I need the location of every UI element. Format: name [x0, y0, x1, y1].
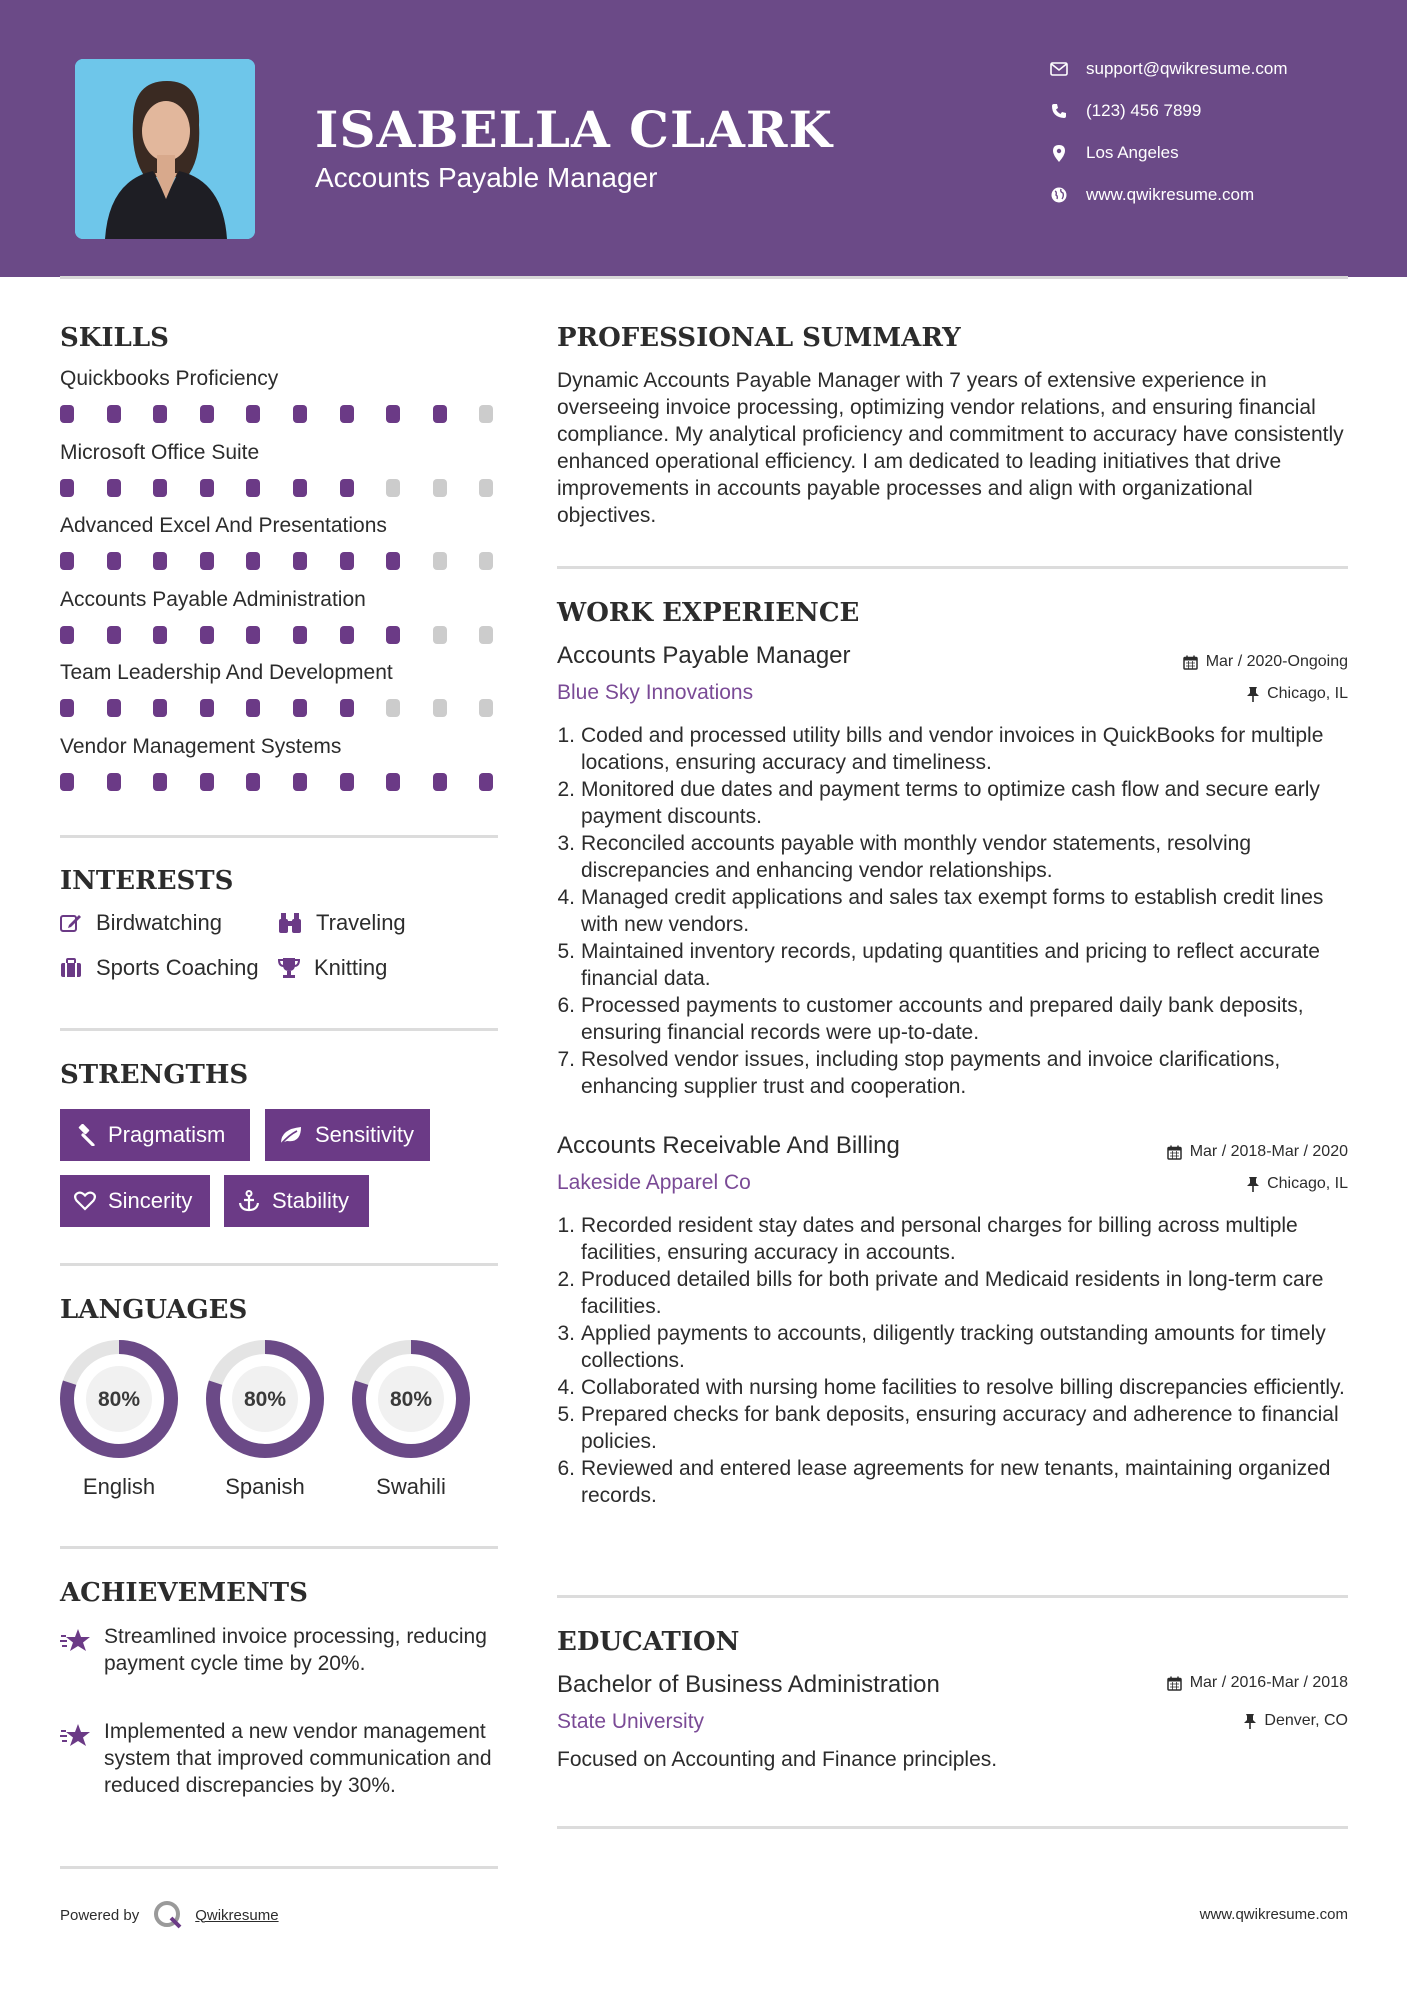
job-location-text: Chicago, IL	[1267, 1175, 1348, 1192]
skill-rating	[60, 699, 498, 717]
contact-email-text: support@qwikresume.com	[1086, 59, 1288, 78]
binoculars-icon	[278, 912, 302, 934]
interest-label: Traveling	[316, 910, 406, 935]
achievement-text: Streamlined invoice processing, reducing payment cycle time by 20%.	[104, 1625, 487, 1675]
skill-dot	[200, 552, 214, 570]
job-dates	[1167, 1143, 1348, 1161]
achievement-text: Implemented a new vendor management system that improved communication and reduced discrepancies by 30%.	[104, 1720, 492, 1797]
education-dates-text: Mar / 2016-Mar / 2018	[1189, 1674, 1348, 1691]
job-bullet: 2. Monitored due dates and payment terms to optimize cash flow and secure early payment discounts.	[557, 778, 1320, 828]
skill-dot	[107, 405, 121, 423]
job-dates-text: Mar / 2020-Ongoing	[1205, 653, 1348, 670]
skill-dot	[107, 626, 121, 644]
skills-heading: SKILLS	[60, 323, 169, 353]
strength-tag-stability	[224, 1175, 369, 1227]
star-award-icon	[60, 1623, 104, 1677]
job-bullet: 4. Managed credit applications and sales tax exempt forms to establish credit lines with new vendors.	[557, 886, 1324, 936]
skill-dot	[293, 405, 307, 423]
contact-website-text: www.qwikresume.com	[1086, 185, 1255, 204]
globe-icon	[1048, 184, 1070, 206]
summary-text: Dynamic Accounts Payable Manager with 7 years of extensive experience in overseeing invoice processing, optimizing vendor relations, and ensuring financial compliance. My analytical proficiency and commitment to accuracy have consistently enhanced operational efficiency. I am dedicated to leading initiatives that drive improvements in accounts payable processes and align with organizational objectives.	[557, 369, 1344, 527]
skill-dot	[60, 626, 74, 644]
language-ring	[350, 1338, 472, 1465]
profile-photo	[75, 59, 255, 239]
achievements-heading: ACHIEVEMENTS	[60, 1578, 308, 1608]
strengths-divider	[60, 1263, 498, 1266]
skill-dot	[479, 479, 493, 497]
skill-dot	[386, 405, 400, 423]
skill-dot	[60, 699, 74, 717]
pushpin-icon	[1247, 1177, 1259, 1192]
skill-dot	[386, 626, 400, 644]
education-description: Focused on Accounting and Finance principles.	[557, 1748, 998, 1771]
skill-rating	[60, 773, 498, 791]
skill-dot	[200, 405, 214, 423]
skill-dot	[153, 405, 167, 423]
job-location	[1247, 685, 1348, 703]
skill-dot	[107, 773, 121, 791]
calendar-icon	[1167, 1676, 1182, 1691]
job-dates	[1183, 653, 1348, 671]
skill-dot	[386, 773, 400, 791]
contact-location	[1048, 142, 1179, 164]
skill-dot	[246, 773, 260, 791]
candidate-name: ISABELLA CLARK	[315, 100, 833, 159]
skill-dot	[340, 699, 354, 717]
interest-label: Sports Coaching	[96, 955, 259, 980]
education-dates	[1167, 1674, 1348, 1692]
experience-heading: WORK EXPERIENCE	[557, 598, 860, 628]
language-ring	[204, 1338, 326, 1465]
job-dates-text: Mar / 2018-Mar / 2020	[1189, 1143, 1348, 1160]
skill-dot	[479, 626, 493, 644]
star-award-icon	[60, 1718, 104, 1799]
company-name: Blue Sky Innovations	[557, 681, 754, 704]
strengths-heading: STRENGTHS	[60, 1060, 249, 1090]
skill-dot	[293, 552, 307, 570]
languages-heading: LANGUAGES	[60, 1295, 248, 1325]
skill-dot	[153, 479, 167, 497]
skill-dot	[200, 699, 214, 717]
map-pin-icon	[1048, 142, 1070, 164]
footer-powered-by	[60, 1900, 279, 1930]
contact-website[interactable]	[1048, 184, 1254, 206]
skill-dot	[246, 552, 260, 570]
skill-dot	[433, 552, 447, 570]
interest-label: Knitting	[314, 955, 388, 980]
calendar-icon	[1167, 1145, 1182, 1160]
language-name: Swahili	[376, 1474, 446, 1499]
skill-dot	[60, 479, 74, 497]
education-location	[1244, 1712, 1348, 1730]
job-title: Accounts Receivable And Billing	[557, 1132, 900, 1159]
skill-dot	[479, 552, 493, 570]
skill-dot	[200, 479, 214, 497]
envelope-icon	[1048, 58, 1070, 80]
skill-dot	[293, 773, 307, 791]
skill-dot	[479, 699, 493, 717]
skill-dot	[60, 773, 74, 791]
experience-divider	[557, 1595, 1348, 1598]
anchor-icon	[238, 1190, 260, 1212]
skill-dot	[107, 479, 121, 497]
skill-dot	[479, 773, 493, 791]
contact-phone-text: (123) 456 7899	[1086, 101, 1202, 120]
skill-dot	[386, 479, 400, 497]
candidate-title: Accounts Payable Manager	[315, 162, 658, 193]
job-bullet: 3. Reconciled accounts payable with monthly vendor statements, resolving discrepancies and enhancing vendor relationships.	[557, 832, 1252, 882]
contact-location-text: Los Angeles	[1086, 143, 1179, 162]
skill-dot	[340, 773, 354, 791]
skill-dot	[200, 773, 214, 791]
calendar-icon	[1183, 655, 1198, 670]
strength-label: Sensitivity	[315, 1122, 415, 1147]
language-name: English	[82, 1474, 156, 1499]
skill-dot	[433, 699, 447, 717]
skill-dot	[153, 626, 167, 644]
education-heading: EDUCATION	[557, 1627, 740, 1657]
job-bullet: 1. Recorded resident stay dates and personal charges for billing across multiple facilities, ensuring accuracy in accounts.	[557, 1214, 1298, 1264]
trophy-icon	[278, 957, 300, 979]
strength-tag-sensitivity	[265, 1109, 430, 1161]
leaf-icon	[279, 1125, 303, 1145]
pushpin-icon	[1247, 687, 1259, 702]
contact-email[interactable]	[1048, 58, 1288, 80]
job-title: Accounts Payable Manager	[557, 642, 851, 669]
skill-dot	[433, 405, 447, 423]
strength-label: Sincerity	[108, 1188, 193, 1213]
achievement-item	[60, 1623, 500, 1677]
edit-icon	[60, 913, 82, 933]
skill-dot	[293, 699, 307, 717]
skill-label: Microsoft Office Suite	[60, 440, 260, 464]
job-location	[1247, 1175, 1348, 1193]
skill-dot	[153, 552, 167, 570]
skill-label: Team Leadership And Development	[60, 661, 393, 684]
footer-website[interactable]: www.qwikresume.com	[1199, 1906, 1348, 1923]
pushpin-icon	[1244, 1714, 1256, 1729]
skill-dot	[107, 552, 121, 570]
heart-icon	[74, 1191, 96, 1211]
interest-item-birdwatching	[60, 910, 222, 936]
powered-by-text: Powered by	[60, 1906, 140, 1924]
skill-rating	[60, 405, 498, 423]
contact-phone[interactable]	[1048, 100, 1201, 122]
skill-label: Vendor Management Systems	[60, 734, 342, 758]
phone-icon	[1048, 100, 1070, 122]
job-location-text: Chicago, IL	[1267, 685, 1348, 702]
interest-label: Birdwatching	[96, 910, 222, 935]
interest-item-sports-coaching	[60, 955, 259, 981]
interests-divider	[60, 1028, 498, 1031]
skill-dot	[107, 699, 121, 717]
skills-divider	[60, 835, 498, 838]
svg-text:80%: 80%	[97, 1388, 141, 1411]
company-name: Lakeside Apparel Co	[557, 1171, 751, 1194]
skill-dot	[60, 405, 74, 423]
brand-link[interactable]: Qwikresume	[195, 1906, 279, 1924]
skill-dot	[340, 479, 354, 497]
job-bullet: 6. Processed payments to customer accounts and prepared daily bank deposits, ensuring financial records were up-to-date.	[557, 994, 1304, 1044]
interests-heading: INTERESTS	[60, 866, 234, 896]
skill-dot	[386, 699, 400, 717]
skill-label: Advanced Excel And Presentations	[60, 514, 387, 537]
job-bullets	[557, 722, 1347, 1100]
skill-dot	[246, 479, 260, 497]
language-ring	[58, 1338, 180, 1465]
degree-title: Bachelor of Business Administration	[557, 1671, 940, 1698]
job-bullet: 5. Maintained inventory records, updating quantities and pricing to reflect accurate financial data.	[557, 940, 1320, 990]
header-banner	[0, 0, 1407, 277]
strength-tag-pragmatism	[60, 1109, 250, 1161]
header-divider	[60, 276, 1348, 279]
interest-item-knitting	[278, 955, 387, 981]
skill-dot	[433, 626, 447, 644]
skill-rating	[60, 479, 498, 497]
education-divider	[557, 1826, 1348, 1829]
skill-dot	[386, 552, 400, 570]
achievements-divider	[60, 1866, 498, 1869]
skill-label: Quickbooks Proficiency	[60, 367, 279, 390]
gavel-icon	[74, 1124, 96, 1146]
summary-heading: PROFESSIONAL SUMMARY	[557, 323, 961, 353]
skill-dot	[293, 479, 307, 497]
summary-divider	[557, 566, 1348, 569]
strength-label: Stability	[272, 1188, 350, 1213]
skill-dot	[153, 699, 167, 717]
education-location-text: Denver, CO	[1264, 1712, 1348, 1729]
skill-dot	[246, 626, 260, 644]
svg-text:80%: 80%	[389, 1388, 433, 1411]
job-bullet: 3. Applied payments to accounts, diligently tracking outstanding amounts for timely collections.	[557, 1322, 1326, 1372]
skill-rating	[60, 626, 498, 644]
skill-dot	[200, 626, 214, 644]
skill-dot	[340, 405, 354, 423]
briefcase-icon	[60, 958, 82, 978]
skill-dot	[153, 773, 167, 791]
skill-dot	[479, 405, 493, 423]
skill-rating	[60, 552, 498, 570]
job-bullets	[557, 1212, 1347, 1509]
skill-dot	[340, 626, 354, 644]
interest-item-traveling	[278, 910, 406, 936]
skill-dot	[60, 552, 74, 570]
job-bullet: 6. Reviewed and entered lease agreements for new tenants, maintaining organized records.	[557, 1457, 1331, 1507]
qwikresume-logo-icon	[153, 1900, 183, 1930]
job-bullet: 5. Prepared checks for bank deposits, ensuring accuracy and adherence to financial policies.	[557, 1403, 1339, 1453]
skill-dot	[246, 405, 260, 423]
strength-label: Pragmatism	[108, 1122, 226, 1147]
skill-dot	[293, 626, 307, 644]
strength-tag-sincerity	[60, 1175, 210, 1227]
language-name: Spanish	[225, 1474, 305, 1499]
school-name: State University	[557, 1710, 705, 1733]
job-bullet: 2. Produced detailed bills for both private and Medicaid residents in long-term care facilities.	[557, 1268, 1324, 1318]
skill-dot	[433, 479, 447, 497]
skill-dot	[246, 699, 260, 717]
job-bullet: 4. Collaborated with nursing home facilities to resolve billing discrepancies efficiently.	[557, 1376, 1345, 1399]
skill-label: Accounts Payable Administration	[60, 587, 366, 611]
job-bullet: 7. Resolved vendor issues, including stop payments and invoice clarifications, enhancing supplier trust and cooperation.	[557, 1048, 1281, 1098]
job-bullet: 1. Coded and processed utility bills and vendor invoices in QuickBooks for multiple locations, ensuring accuracy and timeliness.	[557, 724, 1324, 774]
skill-dot	[433, 773, 447, 791]
achievement-item	[60, 1718, 500, 1799]
skill-dot	[340, 552, 354, 570]
languages-divider	[60, 1546, 498, 1549]
svg-text:80%: 80%	[243, 1388, 287, 1411]
